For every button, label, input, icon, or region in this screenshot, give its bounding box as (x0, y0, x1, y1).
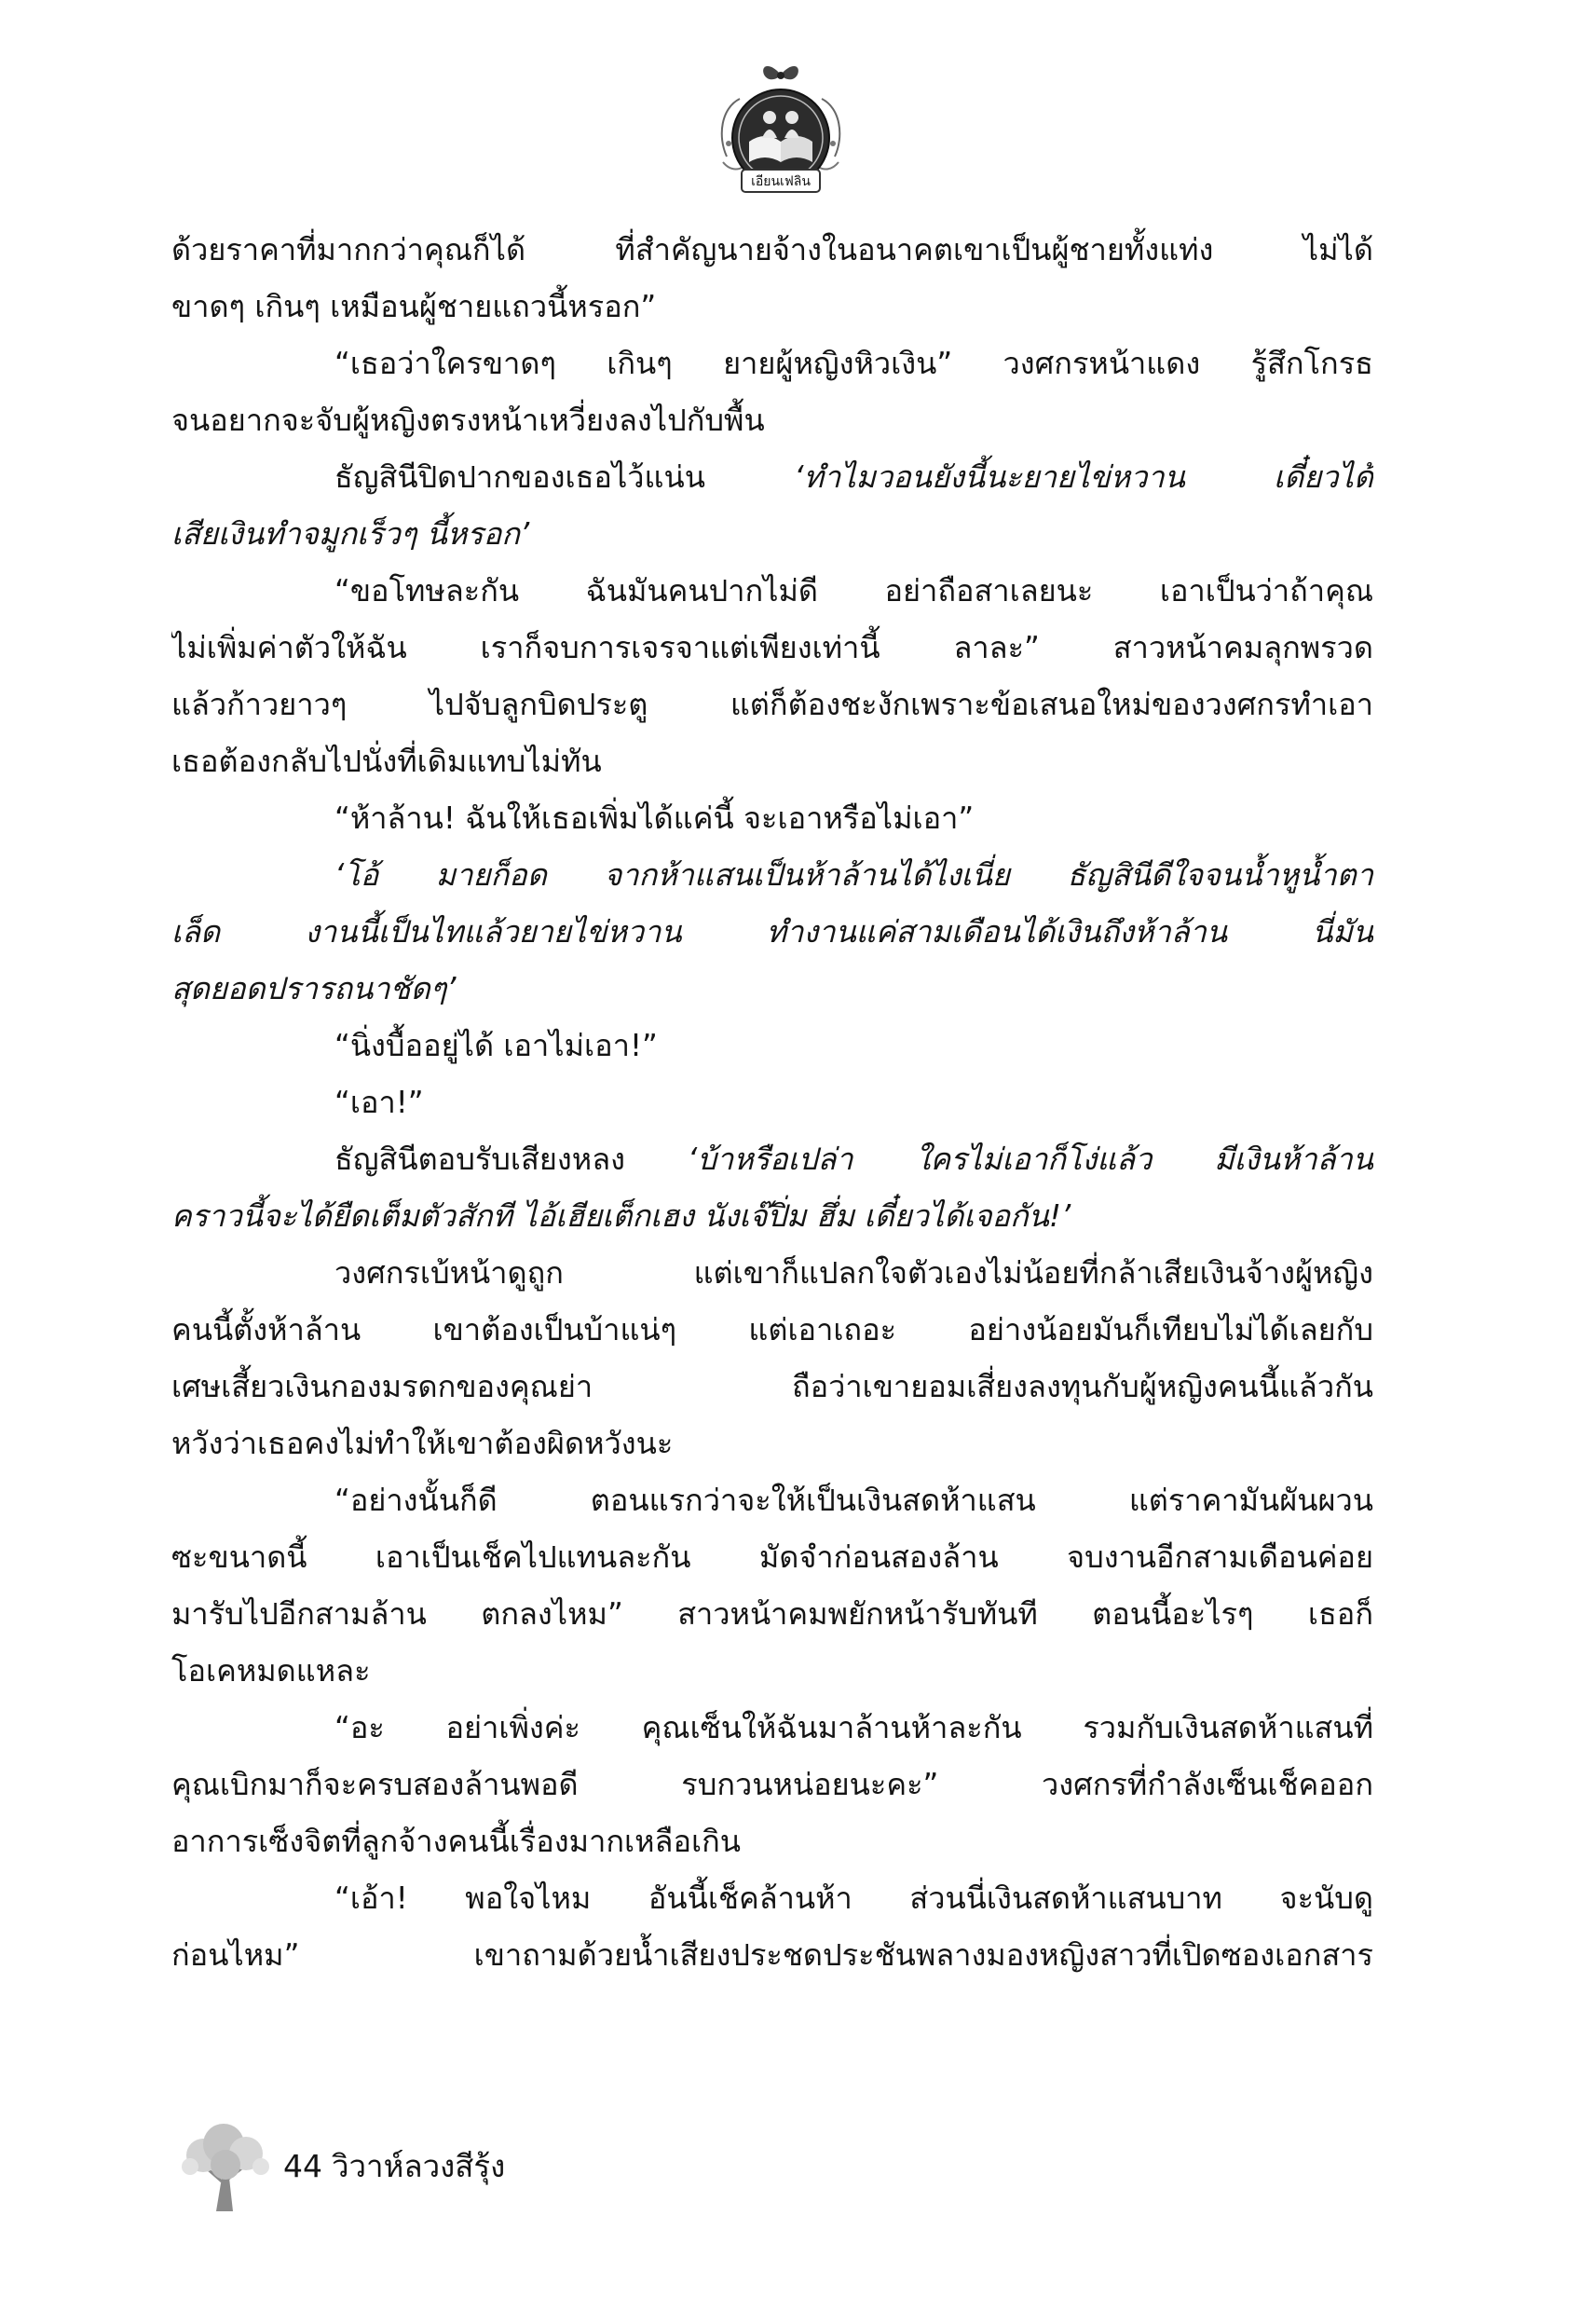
header-logo (716, 52, 846, 201)
text-line: โอเคหมดแหละ (171, 1653, 371, 1689)
text-line: มารับไปอีกสามล้าน ตกลงไหม” สาวหน้าคมพยักหน้ารับทันที ตอนนี้อะไรๆ เธอก็ (171, 1596, 1373, 1632)
text-line: “เอ้า! พอใจไหม อันนี้เช็คล้านห้า ส่วนนี่เงินสดห้าแสนบาท จะนับดู (334, 1880, 1373, 1916)
body-text (171, 222, 1373, 1984)
text-line: เล็ด งานนี้เป็นไทแล้วยายไข่หวาน ทำงานแค่สามเดือนได้เงินถึงห้าล้าน นี่มัน (171, 914, 1373, 950)
text-line: ไม่เพิ่มค่าตัวให้ฉัน เราก็จบการเจรจาแต่เพียงเท่านี้ ลาละ” สาวหน้าคมลุกพรวด (171, 630, 1373, 665)
text-line: เธอต้องกลับไปนั่งที่เดิมแทบไม่ทัน (171, 744, 602, 779)
text-line: “ขอโทษละกัน ฉันมันคนปากไม่ดี อย่าถือสาเลยนะ เอาเป็นว่าถ้าคุณ (334, 573, 1373, 609)
text-line: “ห้าล้าน! ฉันให้เธอเพิ่มได้แค่นี้ จะเอาหรือไม่เอา” (334, 800, 975, 836)
text-segment: ธัญสินีปิดปากของเธอไว้แน่น (334, 459, 795, 495)
page-number: 44 (283, 2148, 322, 2184)
text-line: แล้วก้าวยาวๆ ไปจับลูกบิดประตู แต่ก็ต้องชะงักเพราะข้อเสนอใหม่ของวงศกรทำเอา (171, 687, 1373, 722)
text-line (171, 449, 1373, 506)
text-line: “เอา!” (334, 1085, 424, 1120)
text-line: เศษเสี้ยวเงินกองมรดกของคุณย่า ถือว่าเขายอมเสี่ยงลงทุนกับผู้หญิงคนนี้แล้วกัน (171, 1369, 1373, 1404)
book-emblem-icon (716, 52, 846, 201)
text-line: คนนี้ตั้งห้าล้าน เขาต้องเป็นบ้าแน่ๆ แต่เอาเถอะ อย่างน้อยมันก็เทียบไม่ได้เลยกับ (171, 1312, 1373, 1347)
text-line: ขาดๆ เกินๆ เหมือนผู้ชายแถวนี้หรอก” (171, 289, 657, 324)
text-line: “นิ่งบื้ออยู่ได้ เอาไม่เอา!” (334, 1028, 658, 1063)
book-title: วิวาห์ลวงสีรุ้ง (332, 2148, 506, 2184)
text-line: คราวนี้จะได้ยืดเต็มตัวสักที ไอ้เฮียเต็กเฮง นังเจ๊ปิ่ม ฮึ่ม เดี๋ยวได้เจอกัน!’ (171, 1198, 1071, 1234)
thought-text: ‘ทำไมวอนยังนี้นะยายไข่หวาน เดี๋ยวได้ (794, 459, 1373, 495)
text-line: “อะ อย่าเพิ่งค่ะ คุณเซ็นให้ฉันมาล้านห้าละกัน รวมกับเงินสดห้าแสนที่ (334, 1710, 1373, 1745)
text-line: “เธอว่าใครขาดๆ เกินๆ ยายผู้หญิงหิวเงิน” วงศกรหน้าแดง รู้สึกโกรธ (334, 346, 1373, 381)
text-line: หวังว่าเธอคงไม่ทำให้เขาต้องผิดหวังนะ (171, 1426, 674, 1461)
text-line: ซะขนาดนี้ เอาเป็นเช็คไปแทนละกัน มัดจำก่อนสองล้าน จบงานอีกสามเดือนค่อย (171, 1539, 1373, 1575)
page-footer (175, 2120, 734, 2213)
text-line: ด้วยราคาที่มากกว่าคุณก็ได้ ที่สำคัญนายจ้างในอนาคตเขาเป็นผู้ชายทั้งแท่ง ไม่ได้ (171, 232, 1373, 267)
tree-icon (175, 2120, 287, 2213)
text-line (171, 1131, 1373, 1188)
logo-text: เอียนเฟลิน (751, 174, 811, 189)
text-line: ก่อนไหม” เขาถามด้วยน้ำเสียงประชดประชันพลางมองหญิงสาวที่เปิดซองเอกสาร (171, 1937, 1373, 1973)
text-line: คุณเบิกมาก็จะครบสองล้านพอดี รบกวนหน่อยนะคะ” วงศกรที่กำลังเซ็นเช็คออก (171, 1767, 1373, 1802)
text-line: “อย่างนั้นก็ดี ตอนแรกว่าจะให้เป็นเงินสดห้าแสน แต่ราคามันผันผวน (334, 1483, 1373, 1518)
text-line: วงศกรเบ้หน้าดูถูก แต่เขาก็แปลกใจตัวเองไม่น้อยที่กล้าเสียเงินจ้างผู้หญิง (334, 1255, 1373, 1291)
text-segment: ธัญสินีตอบรับเสียงหลง (334, 1142, 688, 1177)
text-line: เสียเงินทำจมูกเร็วๆ นี้หรอก’ (171, 516, 530, 552)
text-line: สุดยอดปรารถนาชัดๆ’ (171, 971, 457, 1006)
text-line: ‘โอ้ มายก็อด จากห้าแสนเป็นห้าล้านได้ไงเนี่ย ธัญสินีดีใจจนน้ำหูน้ำตา (334, 857, 1373, 893)
text-line: จนอยากจะจับผู้หญิงตรงหน้าเหวี่ยงลงไปกับพื้น (171, 403, 765, 438)
text-line: อาการเซ็งจิตที่ลูกจ้างคนนี้เรื่องมากเหลือเกิน (171, 1824, 741, 1859)
thought-text: ‘บ้าหรือเปล่า ใครไม่เอาก็โง่แล้ว มีเงินห้าล้าน (687, 1142, 1373, 1177)
